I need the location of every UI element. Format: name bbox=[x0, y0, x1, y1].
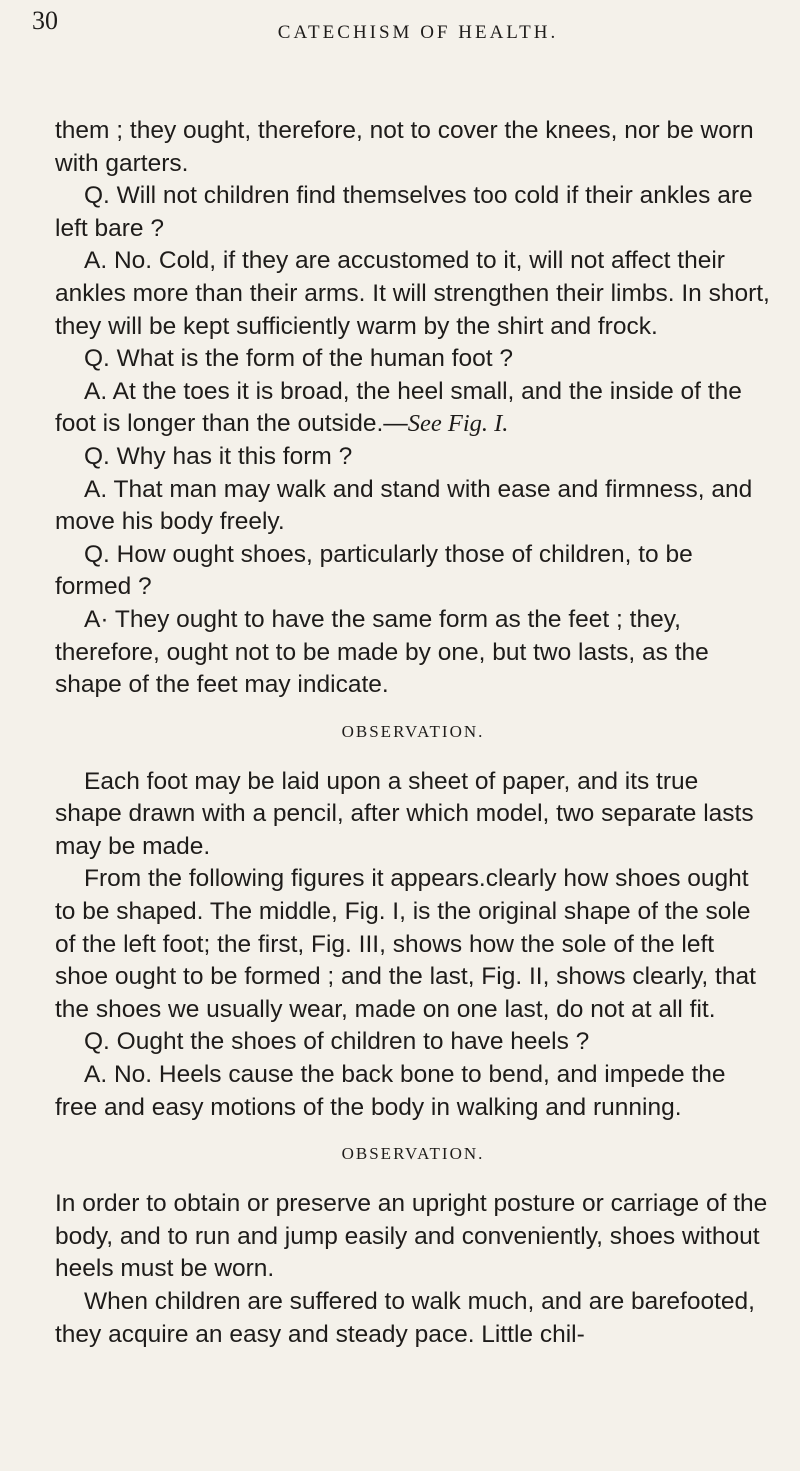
paragraph: In order to obtain or preserve an upright posture or carriage of the body, and to run and jump easily and conveniently, shoes without heels must be worn. bbox=[55, 1190, 768, 1283]
answer-text: A. At the toes it is broad, the heel small, and the inside of the foot is longer than the outside.— bbox=[55, 377, 742, 438]
observation-heading: OBSERVATION. bbox=[341, 721, 485, 741]
page-number: 30 bbox=[32, 6, 58, 35]
paragraph: them ; they ought, therefore, not to cover the knees, nor be worn with garters. bbox=[55, 117, 754, 177]
paragraph: From the following figures it appears.clearly how shoes ought to be shaped. The middle, Fig. I, is the original shape of the sole of the left foot; the first, Fig. III, shows how the sole of the left shoe ought to be formed ; and the last, Fig. II, shows clearly, that the shoes we usually wear, made on one last, do not at all fit. bbox=[55, 865, 756, 1023]
paragraph: Each foot may be laid upon a sheet of paper, and its true shape drawn with a pencil, after which model, two separate lasts may be made. bbox=[55, 767, 754, 860]
answer: A· They ought to have the same form as the feet ; they, therefore, ought not to be made by one, but two lasts, as the shape of the feet may indicate. bbox=[55, 605, 709, 699]
answer: A. No. Cold, if they are accustomed to it, will not affect their ankles more than their arms. It will strengthen their limbs. In short, they will be kept sufficiently warm by the shirt and frock. bbox=[55, 247, 770, 340]
answer bbox=[55, 376, 771, 441]
paragraph: When children are suffered to walk much, and are barefooted, they acquire an easy and steady pace. Little chil- bbox=[55, 1288, 755, 1348]
running-title: CATECHISM OF HEALTH. bbox=[277, 22, 559, 43]
body-text bbox=[55, 115, 771, 1351]
observation-heading: OBSERVATION. bbox=[341, 1144, 485, 1164]
question: Q. What is the form of the human foot ? bbox=[84, 345, 513, 373]
question: Q. Will not children find themselves too cold if their ankles are left bare ? bbox=[55, 182, 753, 242]
question: Q. How ought shoes, particularly those of children, to be formed ? bbox=[55, 540, 693, 601]
answer: A. That man may walk and stand with ease and firmness, and move his body freely. bbox=[55, 475, 753, 536]
figure-reference: See Fig. I. bbox=[407, 410, 509, 438]
question: Q. Why has it this form ? bbox=[84, 442, 353, 470]
question: Q. Ought the shoes of children to have heels ? bbox=[84, 1028, 590, 1056]
answer: A. No. Heels cause the back bone to bend, and impede the free and easy motions of the body in walking and running. bbox=[55, 1061, 726, 1121]
